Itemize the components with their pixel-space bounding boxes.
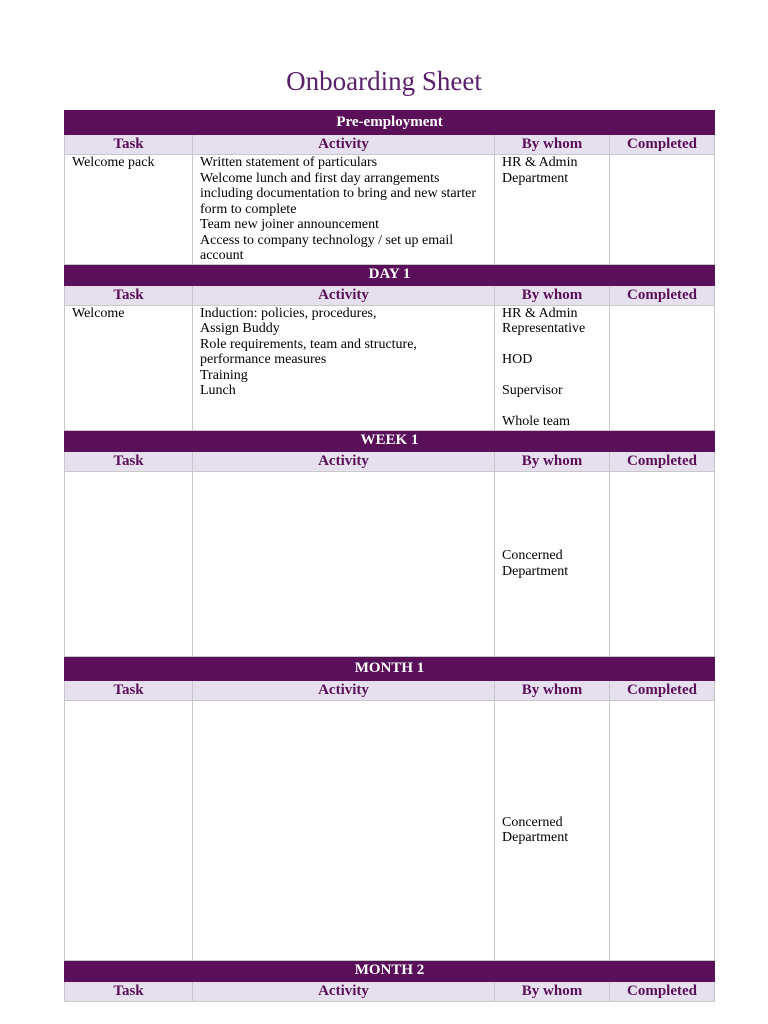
table-row xyxy=(65,471,715,656)
section-title: WEEK 1 xyxy=(65,430,715,451)
completed-cell[interactable] xyxy=(610,700,715,960)
section-header-week-1 xyxy=(65,430,715,451)
table-row xyxy=(65,305,715,430)
task-cell[interactable]: Welcome xyxy=(65,305,193,430)
column-header-row xyxy=(65,680,715,700)
column-header-completed: Completed xyxy=(610,981,715,1001)
activity-cell[interactable]: Induction: policies, procedures, Assign Buddy Role requirements, team and structure, performance measures Training Lunch xyxy=(193,305,495,430)
column-header-completed: Completed xyxy=(610,451,715,471)
column-header-by-whom: By whom xyxy=(495,451,610,471)
by-whom-cell[interactable]: Concerned Department xyxy=(495,700,610,960)
completed-cell[interactable] xyxy=(610,155,715,265)
page-title: Onboarding Sheet xyxy=(286,66,482,96)
activity-cell[interactable] xyxy=(193,471,495,656)
column-header-completed: Completed xyxy=(610,135,715,155)
activity-cell[interactable]: Written statement of particulars Welcome lunch and first day arrangements including documentation to bring and new starter form to complete Team new joiner announcement Access to company technology / set up email account xyxy=(193,155,495,265)
column-header-task: Task xyxy=(65,981,193,1001)
column-header-activity: Activity xyxy=(193,285,495,305)
section-header-day-1 xyxy=(65,264,715,285)
section-header-month-2 xyxy=(65,960,715,981)
section-header-pre-employment xyxy=(65,111,715,135)
task-cell[interactable] xyxy=(65,700,193,960)
column-header-task: Task xyxy=(65,135,193,155)
column-header-task: Task xyxy=(65,451,193,471)
by-whom-cell[interactable]: Concerned Department xyxy=(495,471,610,656)
column-header-row xyxy=(65,135,715,155)
column-header-by-whom: By whom xyxy=(495,285,610,305)
column-header-by-whom: By whom xyxy=(495,680,610,700)
column-header-activity: Activity xyxy=(193,680,495,700)
activity-cell[interactable] xyxy=(193,700,495,960)
section-title: MONTH 1 xyxy=(65,656,715,680)
column-header-completed: Completed xyxy=(610,680,715,700)
column-header-activity: Activity xyxy=(193,135,495,155)
section-title: DAY 1 xyxy=(65,264,715,285)
column-header-row xyxy=(65,451,715,471)
column-header-task: Task xyxy=(65,285,193,305)
task-cell[interactable]: Welcome pack xyxy=(65,155,193,265)
section-title: MONTH 2 xyxy=(65,960,715,981)
column-header-completed: Completed xyxy=(610,285,715,305)
column-header-task: Task xyxy=(65,680,193,700)
onboarding-table xyxy=(64,110,715,1002)
column-header-by-whom: By whom xyxy=(495,135,610,155)
by-whom-cell[interactable]: HR & Admin Representative HOD Supervisor Whole team xyxy=(495,305,610,430)
section-title: Pre-employment xyxy=(65,111,715,135)
by-whom-cell[interactable]: HR & Admin Department xyxy=(495,155,610,265)
task-cell[interactable] xyxy=(65,471,193,656)
completed-cell[interactable] xyxy=(610,471,715,656)
table-row xyxy=(65,700,715,960)
column-header-activity: Activity xyxy=(193,981,495,1001)
column-header-by-whom: By whom xyxy=(495,981,610,1001)
column-header-activity: Activity xyxy=(193,451,495,471)
column-header-row xyxy=(65,981,715,1001)
completed-cell[interactable] xyxy=(610,305,715,430)
table-row xyxy=(65,155,715,265)
column-header-row xyxy=(65,285,715,305)
section-header-month-1 xyxy=(65,656,715,680)
